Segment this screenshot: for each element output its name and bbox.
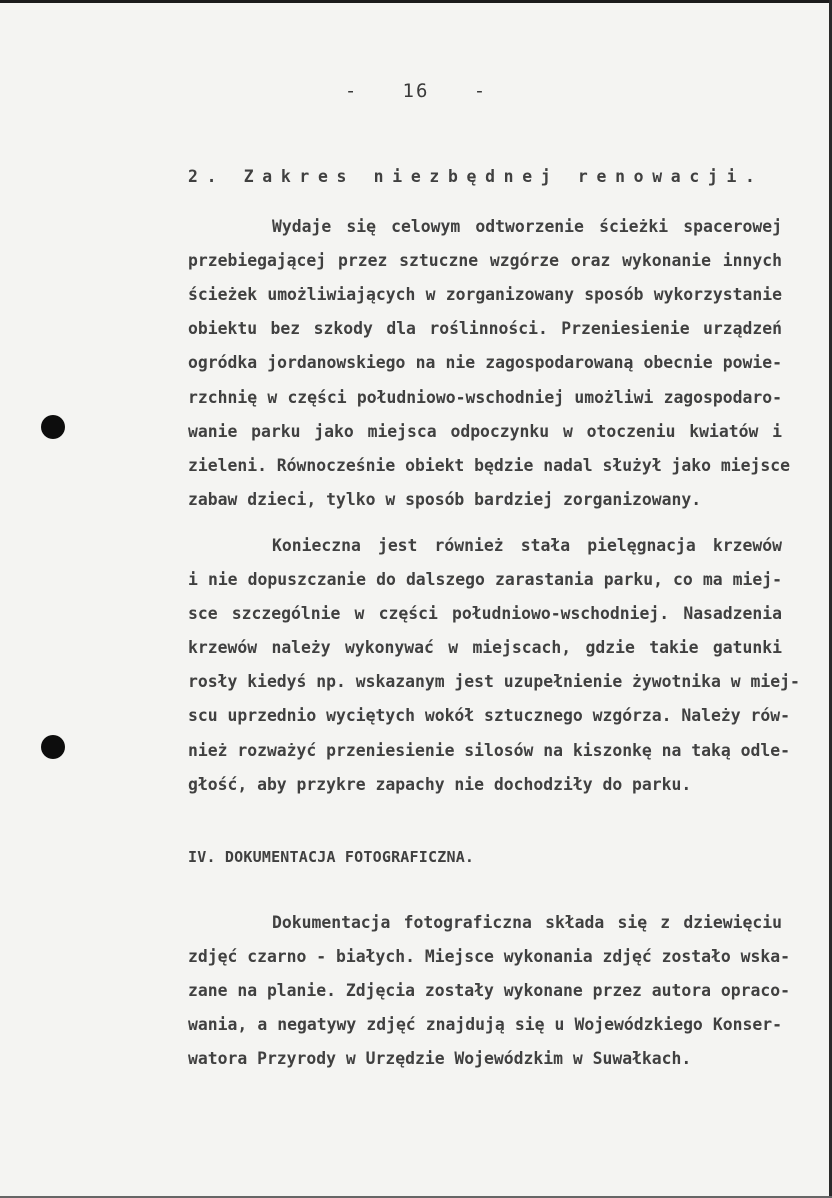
paragraph-2-line: rosły kiedyś np. wskazanym jest uzupełnienie żywotnika w miej- <box>188 672 800 691</box>
paragraph-2-line: głość, aby przykre zapachy nie dochodziły do parku. <box>188 775 692 794</box>
paragraph-2-line: Konieczna jest również stała pielęgnacja krzewów <box>272 536 782 555</box>
paragraph-1-line: zabaw dzieci, tylko w sposób bardziej zorganizowany. <box>188 490 702 509</box>
section-4-heading: IV. DOKUMENTACJA FOTOGRAFICZNA. <box>188 848 475 866</box>
paragraph-1-line: ścieżek umożliwiających w zorganizowany sposób wykorzystanie <box>188 285 782 304</box>
documentation-line: zdjęć czarno - białych. Miejsce wykonania zdjęć zostało wska- <box>188 947 790 966</box>
paragraph-2-line: sce szczególnie w części południowo-wschodniej. Nasadzenia <box>188 604 782 623</box>
punch-hole-icon <box>41 735 65 759</box>
documentation-line: wania, a negatywy zdjęć znajdują się u Wojewódzkiego Konser- <box>188 1015 782 1034</box>
paragraph-1-line: Wydaje się celowym odtworzenie ścieżki spacerowej <box>272 217 782 236</box>
page-number-dash-right: - <box>473 80 488 102</box>
section-2-heading: 2. Zakres niezbędnej renowacji. <box>188 167 764 186</box>
documentation-line: Dokumentacja fotograficzna składa się z dziewięciu <box>272 913 782 932</box>
documentation-line: watora Przyrody w Urzędzie Wojewódzkim w Suwałkach. <box>188 1049 692 1068</box>
page-number-dash-left: - <box>344 80 359 102</box>
paragraph-2-line: scu uprzednio wyciętych wokół sztucznego wzgórza. Należy rów- <box>188 706 790 725</box>
paragraph-1-line: przebiegającej przez sztuczne wzgórze oraz wykonanie innych <box>188 251 782 270</box>
documentation-line: zane na planie. Zdjęcia zostały wykonane przez autora opraco- <box>188 981 790 1000</box>
page-number <box>0 80 832 102</box>
paragraph-1-line: rzchnię w części południowo-wschodniej umożliwi zagospodaro- <box>188 388 782 407</box>
punch-hole-icon <box>41 415 65 439</box>
paragraph-1-line: zieleni. Równocześnie obiekt będzie nadal służył jako miejsce <box>188 456 790 475</box>
paragraph-1-line: obiektu bez szkody dla roślinności. Przeniesienie urządzeń <box>188 319 782 338</box>
page-number-value: 16 <box>402 80 430 102</box>
paragraph-1-line: ogródka jordanowskiego na nie zagospodarowaną obecnie powie- <box>188 353 782 372</box>
paragraph-1-line: wanie parku jako miejsca odpoczynku w otoczeniu kwiatów i <box>188 422 782 441</box>
paragraph-2-line: i nie dopuszczanie do dalszego zarastania parku, co ma miej- <box>188 570 782 589</box>
scan-edge-top <box>0 0 832 3</box>
paragraph-2-line: nież rozważyć przeniesienie silosów na kiszonkę na taką odle- <box>188 741 790 760</box>
paragraph-2-line: krzewów należy wykonywać w miejscach, gdzie takie gatunki <box>188 638 782 657</box>
